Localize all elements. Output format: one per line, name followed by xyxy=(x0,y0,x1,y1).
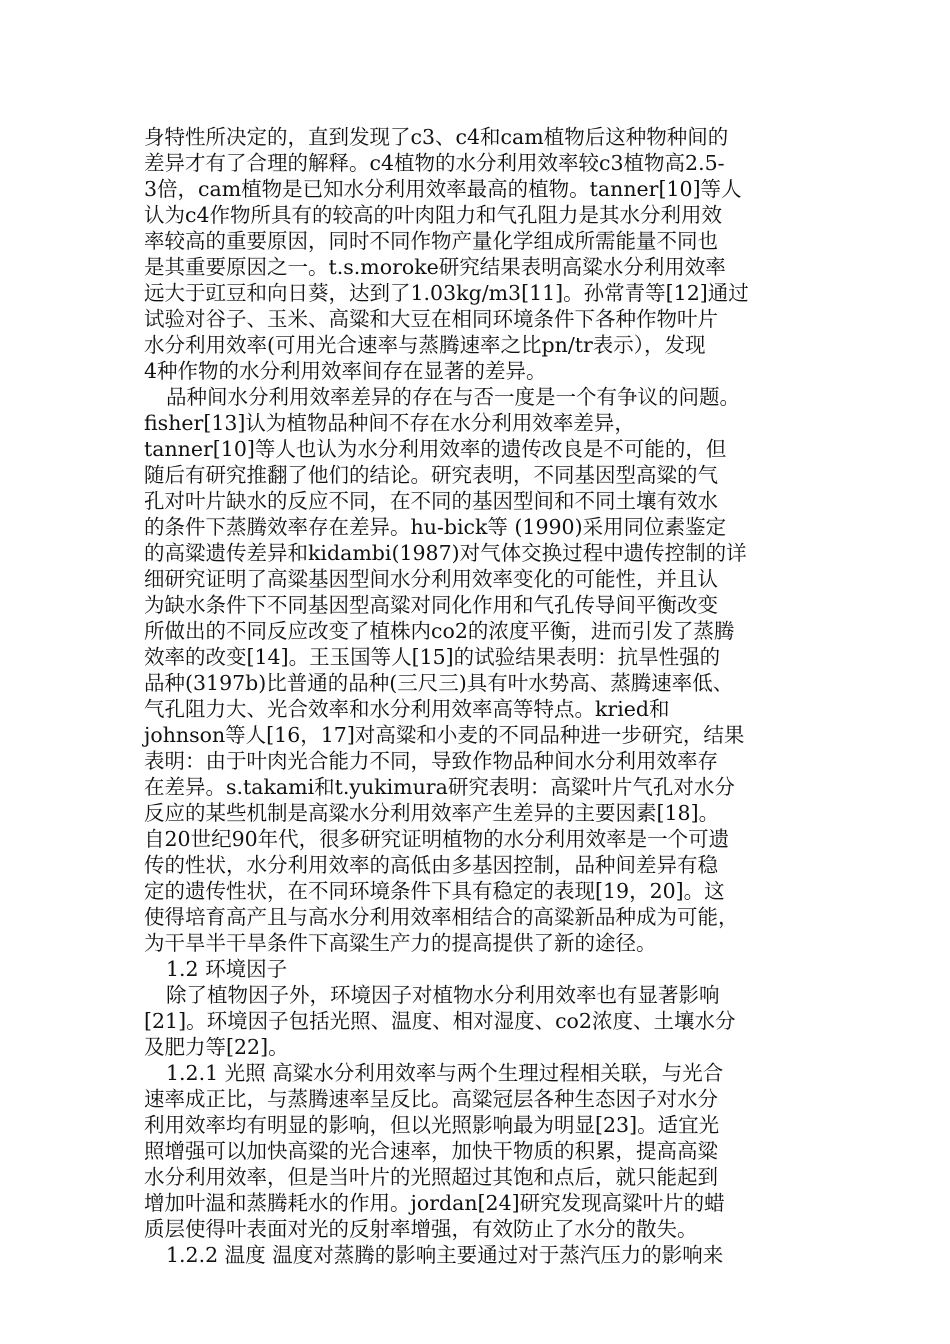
text-line: fisher[13]认为植物品种间不存在水分利用效率差异， xyxy=(144,411,635,435)
paragraph-light xyxy=(144,1060,804,1242)
text-line: 的条件下蒸腾效率存在差异。hu-bick等 (1990)采用同位素鉴定 xyxy=(144,515,727,539)
text-line: 远大于豇豆和向日葵，达到了1.03kg/m3[11]。孙常青等[12]通过 xyxy=(144,281,749,305)
text-line: 传的性状，水分利用效率的高低由多基因控制，品种间差异有稳 xyxy=(144,853,718,877)
text-line: 试验对谷子、玉米、高粱和大豆在相同环境条件下各种作物叶片 xyxy=(144,307,718,331)
text-line: 自20世纪90年代，很多研究证明植物的水分利用效率是一个可遗 xyxy=(144,827,730,851)
paragraph-species-differences xyxy=(144,124,804,384)
text-line: 及肥力等[22]。 xyxy=(144,1035,289,1059)
section-heading-environment xyxy=(144,956,804,982)
text-line: 是其重要原因之一。t.s.moroke研究结果表明高粱水分利用效率 xyxy=(144,255,726,279)
text-line: 使得培育高产且与高水分利用效率相结合的高粱新品种成为可能， xyxy=(144,905,739,929)
text-line: 1.2 环境因子 xyxy=(166,957,288,981)
text-line: 除了植物因子外，环境因子对植物水分利用效率也有显著影响 xyxy=(166,983,720,1007)
paragraph-environment-intro xyxy=(144,982,804,1060)
text-line: 质层使得叶表面对光的反射率增强，有效防止了水分的散失。 xyxy=(144,1217,698,1241)
text-line: 利用效率均有明显的影响，但以光照影响最为明显[23]。适宜光 xyxy=(144,1113,720,1137)
text-line: 孔对叶片缺水的反应不同，在不同的基因型间和不同土壤有效水 xyxy=(144,489,718,513)
text-line: tanner[10]等人也认为水分利用效率的遗传改良是不可能的，但 xyxy=(144,437,727,461)
text-line: 品种(3197b)比普通的品种(三尺三)具有叶水势高、蒸腾速率低、 xyxy=(144,671,734,695)
text-line: 反应的某些机制是高粱水分利用效率产生差异的主要因素[18]。 xyxy=(144,801,720,825)
text-line: 定的遗传性状，在不同环境条件下具有稳定的表现[19，20]。这 xyxy=(144,879,725,903)
text-line: 为干旱半干旱条件下高粱生产力的提高提供了新的途径。 xyxy=(144,931,657,955)
text-line: 气孔阻力大、光合效率和水分利用效率高等特点。kried和 xyxy=(144,697,670,721)
text-line: 4种作物的水分利用效率间存在显著的差异。 xyxy=(144,359,547,383)
text-line: 速率成正比，与蒸腾速率呈反比。高粱冠层各种生态因子对水分 xyxy=(144,1087,718,1111)
text-line: 水分利用效率(可用光合速率与蒸腾速率之比pn/tr表示），发现 xyxy=(144,333,706,357)
paragraph-cultivar-differences xyxy=(144,384,804,956)
paragraph-temperature xyxy=(144,1242,804,1268)
text-line: 为缺水条件下不同基因型高粱对同化作用和气孔传导间平衡改变 xyxy=(144,593,718,617)
text-line: 增加叶温和蒸腾耗水的作用。jordan[24]研究发现高粱叶片的蜡 xyxy=(144,1191,725,1215)
text-line: 的高粱遗传差异和kidambi(1987)对气体交换过程中遗传控制的详 xyxy=(144,541,747,565)
text-line: 3倍，cam植物是已知水分利用效率最高的植物。tanner[10]等人 xyxy=(144,177,742,201)
text-line: 表明：由于叶肉光合能力不同，导致作物品种间水分利用效率存 xyxy=(144,749,718,773)
text-line: 差异才有了合理的解释。c4植物的水分利用效率较c3植物高2.5- xyxy=(144,151,725,175)
text-line: 效率的改变[14]。王玉国等人[15]的试验结果表明：抗旱性强的 xyxy=(144,645,721,669)
text-line: 所做出的不同反应改变了植株内co2的浓度平衡，进而引发了蒸腾 xyxy=(144,619,735,643)
document-body xyxy=(144,124,804,1268)
text-line: 在差异。s.takami和t.yukimura研究表明：高粱叶片气孔对水分 xyxy=(144,775,735,799)
text-line: 1.2.1 光照 高粱水分利用效率与两个生理过程相关联，与光合 xyxy=(166,1061,724,1085)
text-line: [21]。环境因子包括光照、温度、相对湿度、co2浓度、土壤水分 xyxy=(144,1009,736,1033)
text-line: 细研究证明了高粱基因型间水分利用效率变化的可能性，并且认 xyxy=(144,567,718,591)
text-line: 随后有研究推翻了他们的结论。研究表明，不同基因型高粱的气 xyxy=(144,463,718,487)
text-line: 品种间水分利用效率差异的存在与否一度是一个有争议的问题。 xyxy=(166,385,740,409)
text-line: 认为c4作物所具有的较高的叶肉阻力和气孔阻力是其水分利用效 xyxy=(144,203,723,227)
text-line: 照增强可以加快高粱的光合速率，加快干物质的积累，提高高粱 xyxy=(144,1139,718,1163)
text-line: 率较高的重要原因，同时不同作物产量化学组成所需能量不同也 xyxy=(144,229,718,253)
text-line: 身特性所决定的，直到发现了c3、c4和cam植物后这种物种间的 xyxy=(144,125,729,149)
text-line: 1.2.2 温度 温度对蒸腾的影响主要通过对于蒸汽压力的影响来 xyxy=(166,1243,724,1267)
text-line: johnson等人[16，17]对高粱和小麦的不同品种进一步研究，结果 xyxy=(144,723,745,747)
text-line: 水分利用效率，但是当叶片的光照超过其饱和点后，就只能起到 xyxy=(144,1165,718,1189)
